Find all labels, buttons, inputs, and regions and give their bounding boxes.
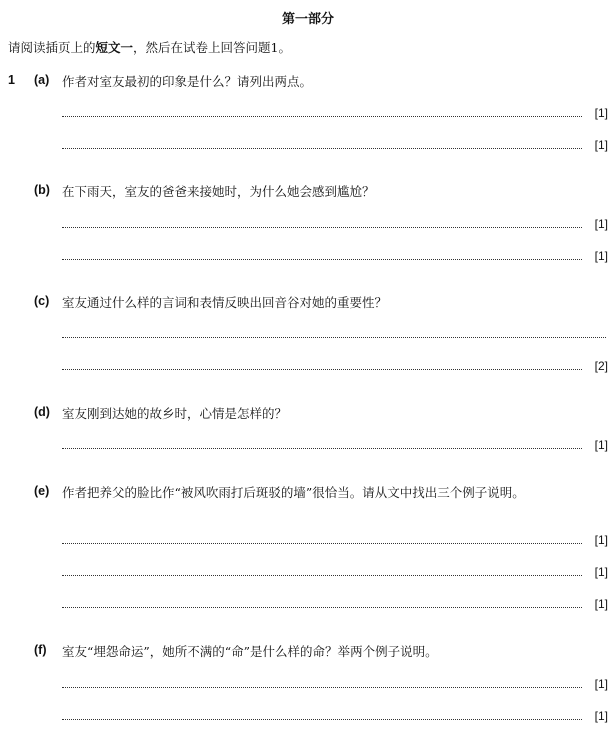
question-part-d: [34, 405, 608, 455]
instruction-after: ，然后在试卷上回答问题1。: [133, 40, 291, 55]
question-part-e: [34, 484, 608, 612]
marks-label: [1]: [594, 677, 608, 691]
part-question-text: 作者把养父的脸比作“被风吹雨打后斑驳的墙”很恰当。请从文中找出三个例子说明。: [62, 485, 525, 500]
marks-label: [1]: [594, 438, 608, 452]
instruction-text: [8, 38, 291, 56]
answer-line[interactable]: [62, 227, 582, 228]
part-question-text: 室友通过什么样的言词和表情反映出回音谷对她的重要性？: [62, 295, 388, 310]
part-label: (a): [34, 73, 50, 87]
question-number: 1: [8, 73, 15, 87]
marks-label: [1]: [594, 106, 608, 120]
part-question-text: 作者对室友最初的印象是什么？请列出两点。: [62, 74, 313, 89]
part-label: (f): [34, 643, 47, 657]
answer-line[interactable]: [62, 148, 582, 149]
answer-line[interactable]: [62, 575, 582, 576]
answer-line[interactable]: [62, 719, 582, 720]
section-title: 第一部分: [281, 12, 334, 27]
question-part-c: [34, 294, 608, 374]
marks-label: [1]: [594, 217, 608, 231]
answer-line[interactable]: [62, 337, 606, 338]
marks-label: [1]: [594, 138, 608, 152]
question-part-a: [34, 73, 608, 153]
answer-line[interactable]: [62, 687, 582, 688]
part-question-text: 室友“埋怨命运”，她所不满的“命”是什么样的命？举两个例子说明。: [62, 644, 438, 659]
answer-line[interactable]: [62, 543, 582, 544]
answer-line[interactable]: [62, 369, 582, 370]
answer-line[interactable]: [62, 259, 582, 260]
question-part-b: [34, 183, 608, 265]
question-part-f: [34, 643, 608, 725]
marks-label: [1]: [594, 709, 608, 723]
answer-line[interactable]: [62, 116, 582, 117]
instruction-before: 请阅读插页上的: [8, 40, 96, 55]
part-label: (d): [34, 405, 50, 419]
marks-label: [1]: [594, 597, 608, 611]
part-label: (e): [34, 484, 50, 498]
marks-label: [1]: [594, 565, 608, 579]
instruction-passage-name: 短文一: [95, 40, 134, 55]
part-label: (c): [34, 294, 50, 308]
answer-line[interactable]: [62, 448, 582, 449]
marks-label: [2]: [594, 359, 608, 373]
marks-label: [1]: [594, 533, 608, 547]
answer-line[interactable]: [62, 607, 582, 608]
part-question-text: 在下雨天，室友的爸爸来接她时，为什么她会感到尴尬？: [62, 184, 375, 199]
marks-label: [1]: [594, 249, 608, 263]
part-question-text: 室友刚到达她的故乡时，心情是怎样的？: [62, 406, 288, 421]
part-label: (b): [34, 183, 50, 197]
